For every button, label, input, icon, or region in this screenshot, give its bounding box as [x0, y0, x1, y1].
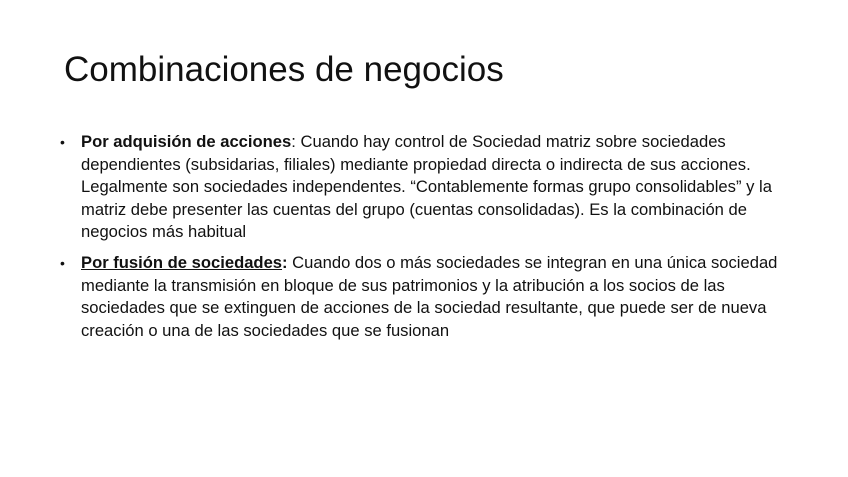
bullet-marker: • — [60, 134, 65, 150]
bullet-item-acquisition — [60, 131, 790, 244]
bullet-term: Por fusión de sociedades — [81, 252, 283, 272]
bullet-term: Por adquisión de acciones — [81, 132, 292, 151]
bullet-item-merger — [60, 252, 790, 342]
bullet-marker: • — [60, 254, 65, 271]
bullet-separator: : — [291, 132, 296, 151]
bullet-separator: : — [282, 252, 288, 272]
slide-title: Combinaciones de negocios — [64, 50, 504, 89]
bullet-text: Cuando hay control de Sociedad matriz sobre sociedades dependientes (subsidarias, filiales) mediante propiedad directa o indirecta de sus acciones. Legalmente son sociedades independentes. “Contablemente formas grupo consolidables” y la matriz debe presenter las cuentas del grupo (cuentas consolidadas). Es la combinación de negocios más habitual — [81, 132, 772, 242]
bullet-text: Cuando dos o más sociedades se integran en una única sociedad mediante la transmisión en bloque de sus patrimonios y la atribución a los socios de las sociedades que se extinguen de acciones de la sociedad resultante, que puede ser de nueva creación o una de las sociedades que se fusionan — [81, 252, 778, 340]
bullet-list — [60, 131, 790, 350]
